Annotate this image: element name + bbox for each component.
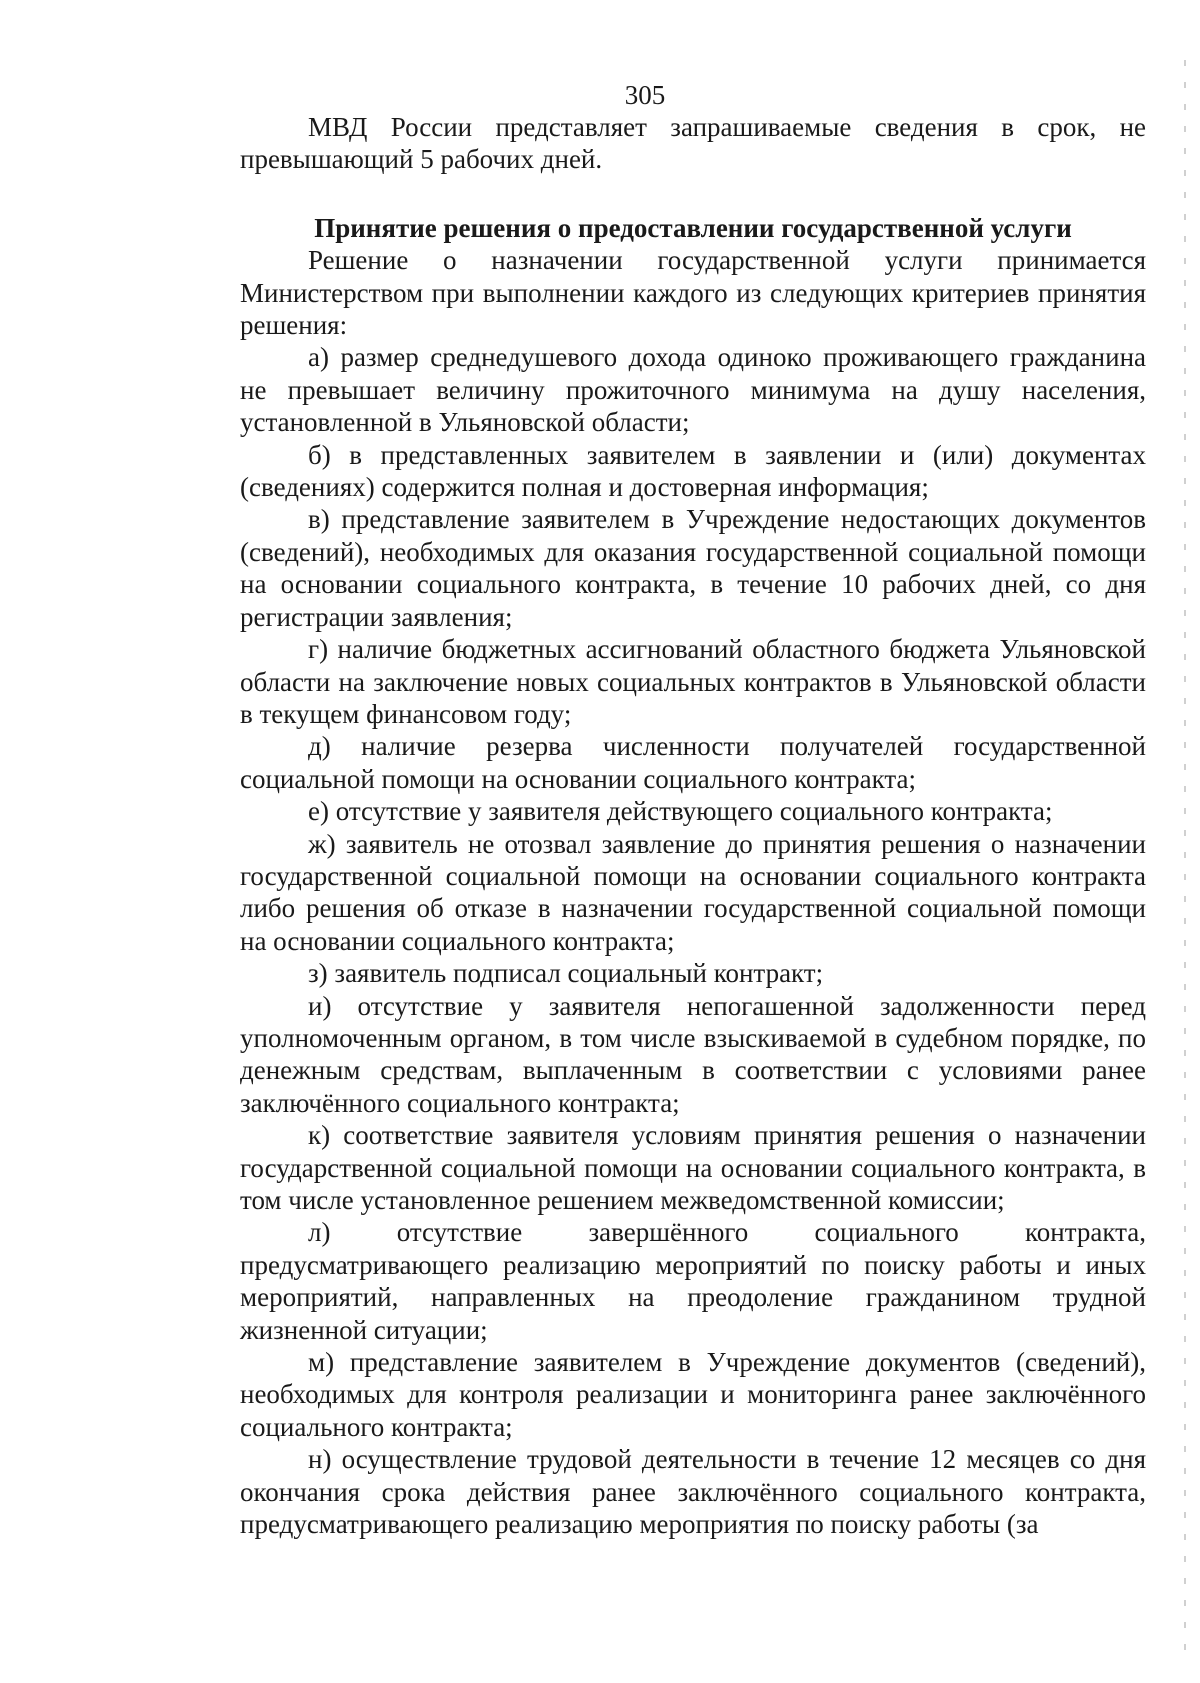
paragraph-item-d: д) наличие резерва численности получателей государственной социальной помощи на основании социального контракта; (240, 731, 1146, 794)
scan-edge-artifact (1184, 60, 1186, 1660)
document-body (240, 111, 1146, 1540)
paragraph-item-l: л) отсутствие завершённого социального контракта, предусматривающего реализацию мероприятий по поиску работы и иных мероприятий, направленных на преодоление гражданином трудной жизненной ситуации; (240, 1217, 1146, 1345)
page-number: 305 (624, 80, 666, 110)
paragraph-item-z: з) заявитель подписал социальный контракт; (308, 958, 824, 989)
paragraph-item-a: а) размер среднедушевого дохода одиноко проживающего гражданина не превышает величину прожиточного минимума на душу населения, установленной в Ульяновской области; (240, 342, 1146, 438)
paragraph-item-k: к) соответствие заявителя условиям принятия решения о назначении государственной социальной помощи на основании социального контракта, в том числе установленное решением межведомственной комиссии; (240, 1120, 1146, 1215)
paragraph-item-v: в) представление заявителем в Учреждение недостающих документов (сведений), необходимых для оказания государственной социальной помощи на основании социального контракта, в течение 10 рабочих дней, со дня регистрации заявления; (240, 504, 1146, 632)
paragraph-item-g: г) наличие бюджетных ассигнований областного бюджета Ульяновской области на заключение новых социальных контрактов в Ульяновской области в текущем финансовом году; (240, 634, 1146, 729)
paragraph-item-b: б) в представленных заявителем в заявлении и (или) документах (сведениях) содержится полная и достоверная информация; (240, 439, 1146, 503)
intro-paragraph: МВД России представляет запрашиваемые сведения в срок, не превышающий 5 рабочих дней. (240, 112, 1146, 175)
paragraph-item-zh: ж) заявитель не отозвал заявление до принятия решения о назначении государственной социальной помощи на основании социального контракта либо решения об отказе в назначении государственной социальной помощи на основании социального контракта; (240, 828, 1146, 956)
paragraph-item-n: н) осуществление трудовой деятельности в течение 12 месяцев со дня окончания срока действия ранее заключённого социального контракта, предусматривающего реализацию мероприятия по поиску работы (за (240, 1444, 1146, 1540)
paragraph-item-m: м) представление заявителем в Учреждение документов (сведений), необходимых для контроля реализации и мониторинга ранее заключённого социального контракта; (240, 1347, 1146, 1442)
section-heading: Принятие решения о предоставлении государственной услуги (314, 212, 1072, 243)
paragraph-item-i: и) отсутствие у заявителя непогашенной задолженности перед уполномоченным органом, в том числе взыскиваемой в судебном порядке, по денежным средствам, выплаченным в соответствии с условиями ранее заключённого социального контракта; (240, 990, 1146, 1118)
paragraph-item-e: е) отсутствие у заявителя действующего социального контракта; (308, 796, 1053, 827)
paragraph-criteria-intro: Решение о назначении государственной услуги принимается Министерством при выполнении каждого из следующих критериев принятия решения: (240, 245, 1146, 341)
